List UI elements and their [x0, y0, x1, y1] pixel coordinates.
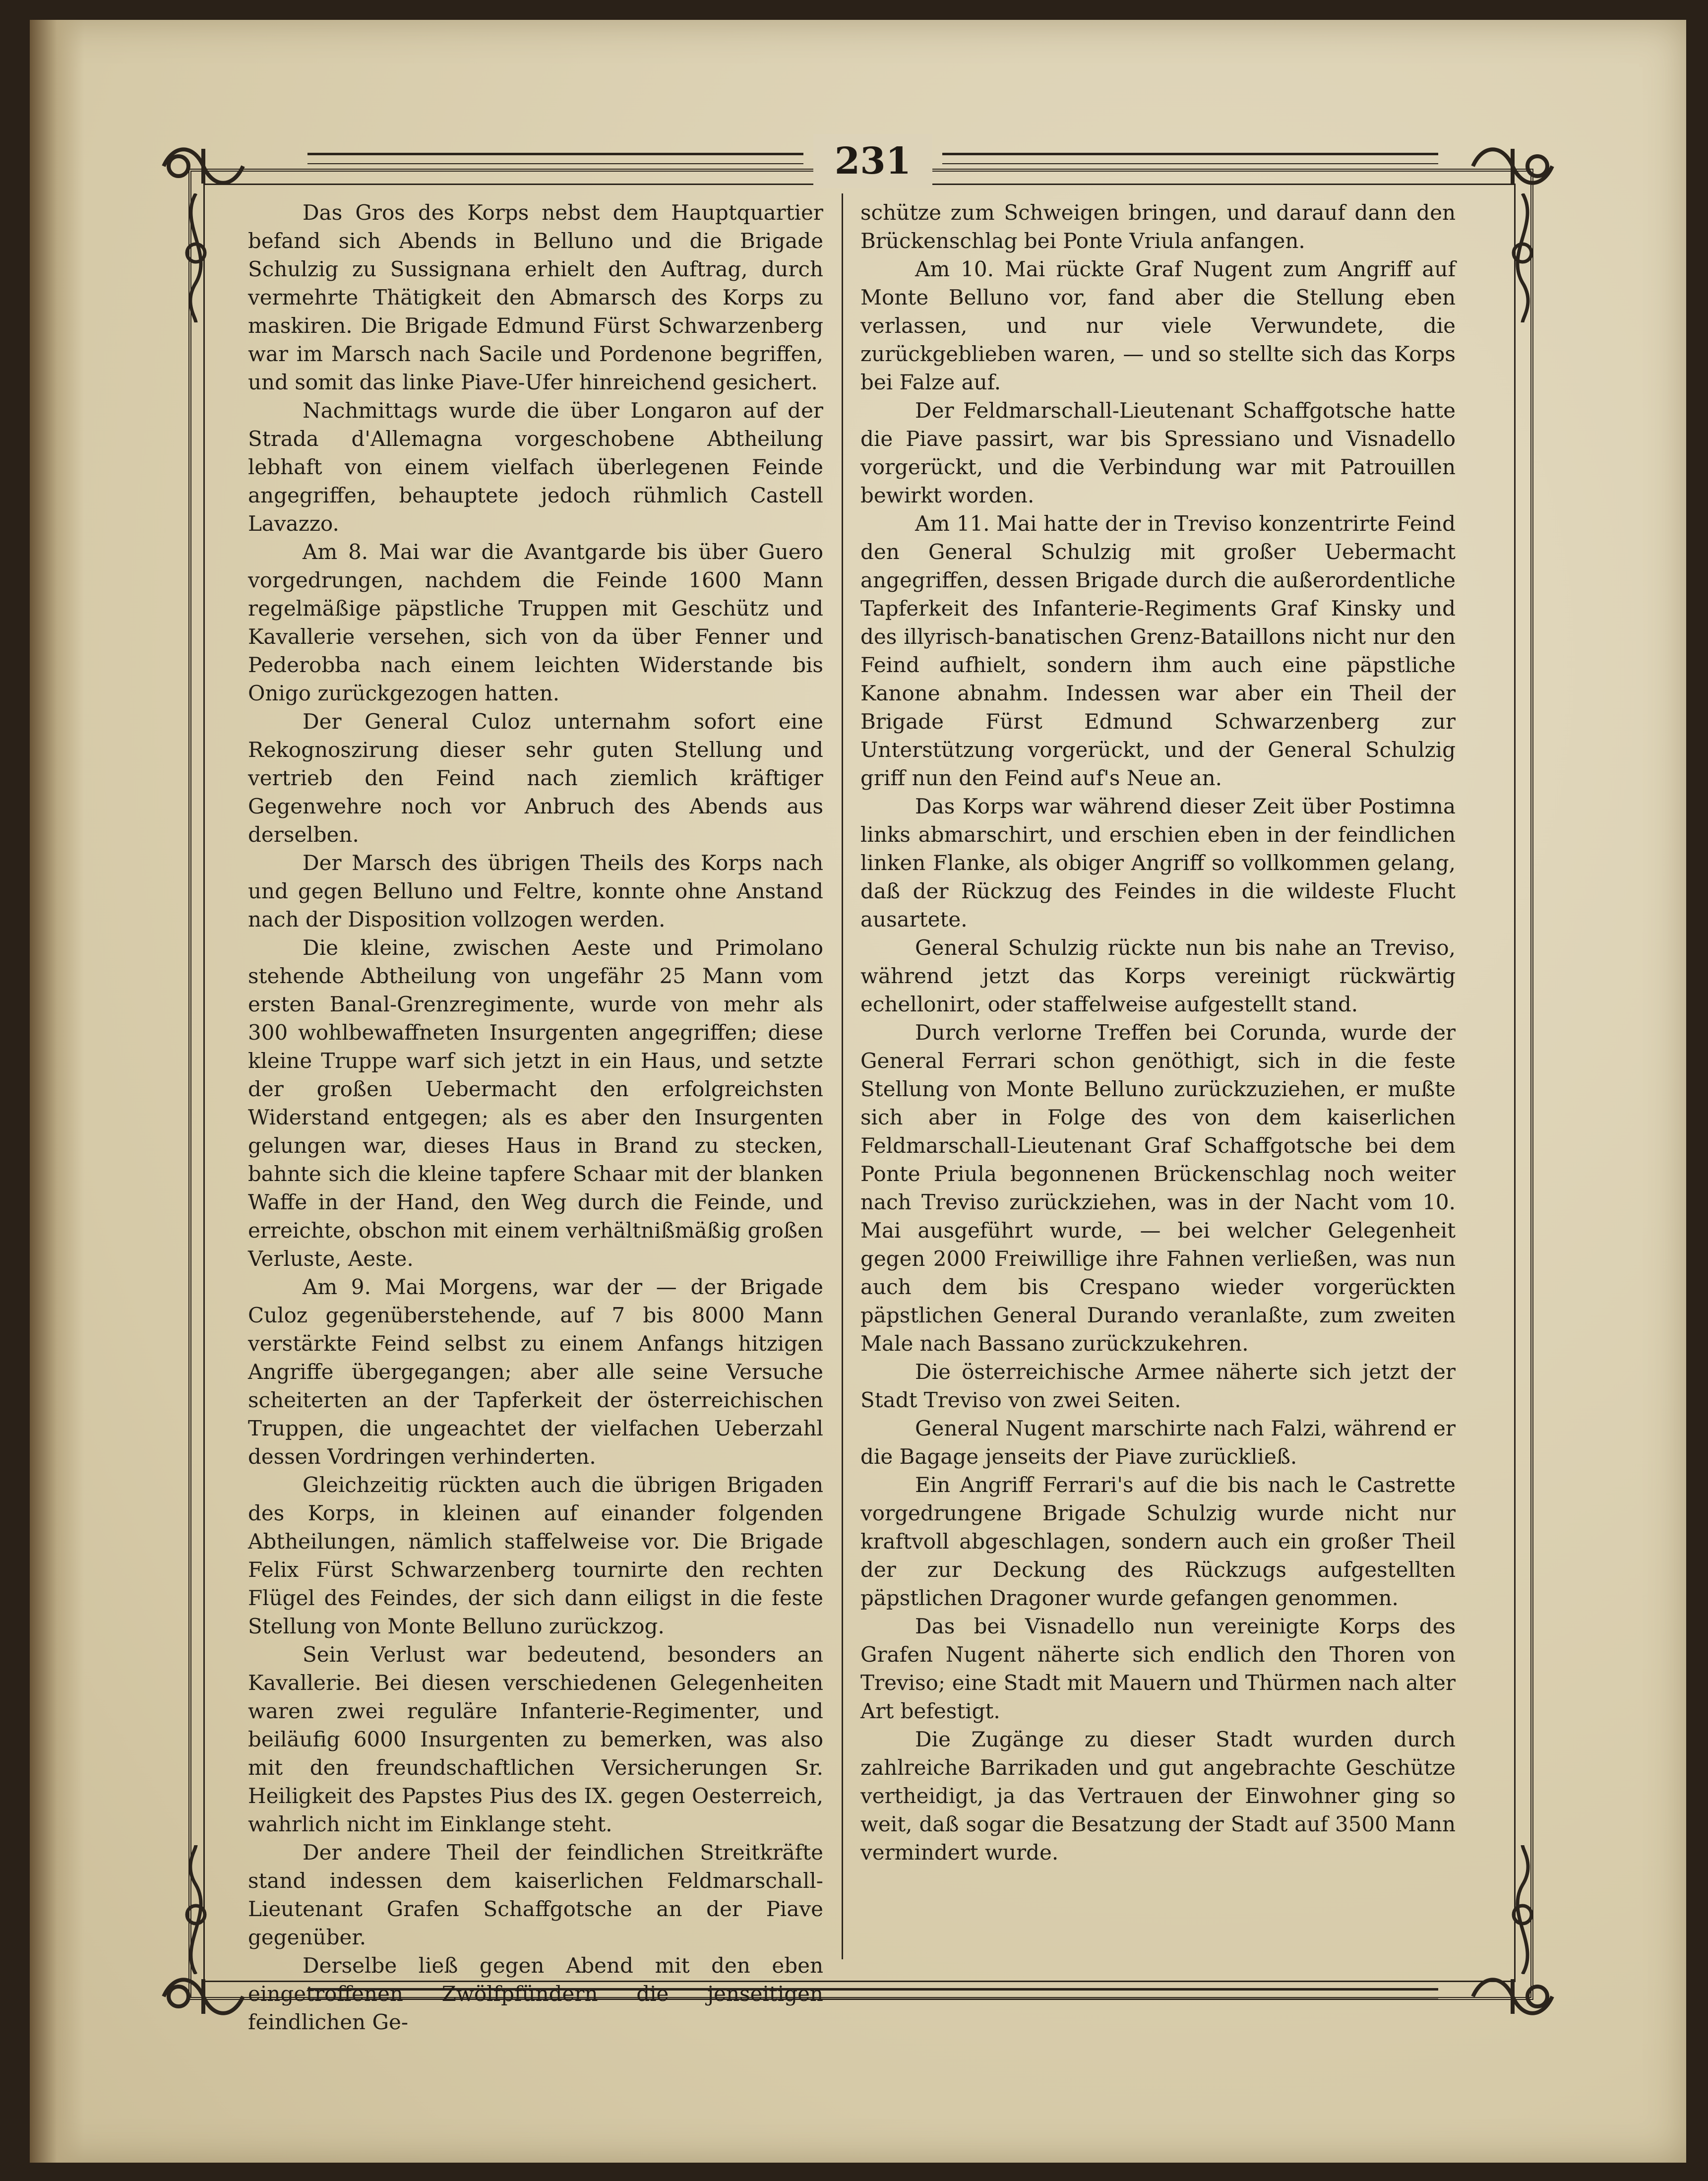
paragraph: Die österreichische Armee näherte sich jetzt der Stadt Treviso von zwei Seiten. — [860, 1360, 1456, 1412]
page-number: 231 — [813, 134, 932, 188]
side-ornament-icon — [174, 193, 218, 322]
paragraph: Das Korps war während dieser Zeit über Postimna links abmarschirt, und erschien eben in der feindlichen linken Flanke, als obiger Angriff so vollkommen gelang, daß der Rückzug des Feindes in die wildeste Flucht ausartete. — [860, 794, 1456, 932]
paragraph: Das bei Visnadello nun vereinigte Korps des Grafen Nugent näherte sich endlich den Thoren von Treviso; eine Stadt mit Mauern und Thürmen nach alter Art befestigt. — [860, 1614, 1456, 1723]
paragraph-continuation: schütze zum Schweigen bringen, und darauf dann den Brückenschlag bei Ponte Vriula anfangen. — [860, 200, 1456, 253]
header-rule-right — [942, 153, 1438, 164]
paragraph: Das Gros des Korps nebst dem Hauptquartier befand sich Abends in Belluno und die Brigade Schulzig zu Sussignana erhielt den Auftrag, durch vermehrte Thätigkeit den Abmarsch des Korps zu maskiren. Die Brigade Edmund Fürst Schwarzenberg war im Marsch nach Sacile und Pordenone begriffen, und somit das linke Piave-Ufer hinreichend gesichert. — [248, 200, 823, 394]
paragraph: Sein Verlust war bedeutend, besonders an Kavallerie. Bei diesen verschiedenen Gelegenheiten waren zwei reguläre Infanterie-Regimenter, und beiläufig 6000 Insurgenten zu bemerken, was also mit den freundschaftlichen Versicherungen Sr. Heiligkeit des Papstes Pius des IX. gegen Oesterreich, wahrlich nicht im Einklange steht. — [248, 1642, 823, 1836]
paragraph: Der andere Theil der feindlichen Streitkräfte stand indessen dem kaiserlichen Feldmarschall-Lieutenant Grafen Schaffgotsche an der Piave gegenüber. — [248, 1840, 823, 1949]
paragraph: Am 8. Mai war die Avantgarde bis über Guero vorgedrungen, nachdem die Feinde 1600 Mann regelmäßige päpstliche Truppen mit Geschütz und Kavallerie versehen, sich von da über Fenner und Pederobba nach einem leichten Widerstande bis Onigo zurückgezogen hatten. — [248, 540, 823, 705]
paragraph: Derselbe ließ gegen Abend mit den eben eingetroffenen Zwölfpfündern die jenseitigen feindlichen Ge- — [248, 1953, 823, 2034]
corner-ornament-icon — [159, 1969, 248, 2024]
paragraph: Am 11. Mai hatte der in Treviso konzentrirte Feind den General Schulzig mit großer Uebermacht angegriffen, dessen Brigade durch die außerordentliche Tapferkeit des Infanterie-Regiments Graf Kinsky und des illyrisch-banatischen Grenz-Bataillons nicht nur den Feind aufhielt, sondern ihm auch eine päpstliche Kanone abnahm. Indessen war aber ein Theil der Brigade Fürst Edmund Schwarzenberg zur Unterstützung vorgerückt, und der General Schulzig griff nun den Feind auf's Neue an. — [860, 511, 1456, 790]
paragraph: Die kleine, zwischen Aeste und Primolano stehende Abtheilung von ungefähr 25 Mann vom ersten Banal-Grenzregimente, wurde von mehr als 300 wohlbewaffneten Insurgenten angegriffen; diese kleine Truppe warf sich jetzt in ein Haus, und setzte der großen Uebermacht den erfolgreichsten Widerstand entgegen; als es aber den Insurgenten gelungen war, dieses Haus in Brand zu stecken, bahnte sich die kleine tapfere Schaar mit der blanken Waffe in der Hand, den Weg durch die Feinde, und erreichte, obschon mit einem verhältnißmäßig großen Verluste, Aeste. — [248, 935, 823, 1271]
book-spine-shadow — [30, 20, 84, 2163]
left-column — [248, 198, 823, 2034]
right-column — [860, 198, 1456, 1954]
corner-ornament-icon — [1468, 139, 1557, 193]
paragraph: Ein Angriff Ferrari's auf die bis nach le Castrette vorgedrungene Brigade Schulzig wurde nicht nur kraftvoll abgeschlagen, sondern auch ein großer Theil der zur Deckung des Rückzugs aufgestellten päpstlichen Dragoner wurde gefangen genommen. — [860, 1473, 1456, 1610]
corner-ornament-icon — [1468, 1969, 1557, 2024]
header-rule-left — [307, 153, 803, 164]
book-page — [30, 20, 1686, 2163]
paragraph: Der General Culoz unternahm sofort eine Rekognoszirung dieser sehr guten Stellung und vertrieb den Feind nach ziemlich kräftiger Gegenwehre noch vor Anbruch des Abends aus derselben. — [248, 709, 823, 847]
paragraph: Am 9. Mai Morgens, war der — der Brigade Culoz gegenüberstehende, auf 7 bis 8000 Mann verstärkte Feind selbst zu einem Anfangs hitzigen Angriffe übergegangen; aber alle seine Versuche scheiterten an der Tapferkeit der österreichischen Truppen, die ungeachtet der vielfachen Ueberzahl dessen Vordringen verhinderten. — [248, 1275, 823, 1469]
corner-ornament-icon — [159, 139, 248, 193]
column-divider — [842, 193, 843, 1959]
paragraph: Der Marsch des übrigen Theils des Korps nach und gegen Belluno und Feltre, konnte ohne Anstand nach der Disposition vollzogen werden. — [248, 851, 823, 932]
side-ornament-icon — [1500, 193, 1545, 322]
paragraph: Nachmittags wurde die über Longaron auf der Strada d'Allemagna vorgeschobene Abtheilung lebhaft von einem vielfach überlegenen Feinde angegriffen, behauptete jedoch rühmlich Castell Lavazzo. — [248, 398, 823, 536]
side-ornament-icon — [1500, 1845, 1545, 1974]
paragraph: General Schulzig rückte nun bis nahe an Treviso, während jetzt das Korps vereinigt rückwärtig echellonirt, oder staffelweise aufgestellt stand. — [860, 935, 1456, 1016]
paragraph: General Nugent marschirte nach Falzi, während er die Bagage jenseits der Piave zurückließ. — [860, 1416, 1456, 1469]
paragraph: Durch verlorne Treffen bei Corunda, wurde der General Ferrari schon genöthigt, sich in die feste Stellung von Monte Belluno zurückzuziehen, er mußte sich aber in Folge des von dem kaiserlichen Feldmarschall-Lieutenant Graf Schaffgotsche bei dem Ponte Priula begonnenen Brückenschlag noch weiter nach Treviso zurückziehen, was in der Nacht vom 10. Mai ausgeführt wurde, — bei welcher Gelegenheit gegen 2000 Freiwillige ihre Fahnen verließen, was nun auch dem bis Crespano wieder vorgerückten päpstlichen General Durando veranlaßte, zum zweiten Male nach Bassano zurückzukehren. — [860, 1020, 1456, 1356]
side-ornament-icon — [174, 1845, 218, 1974]
paragraph: Die Zugänge zu dieser Stadt wurden durch zahlreiche Barrikaden und gut angebrachte Geschütze vertheidigt, ja das Vertrauen der Einwohner ging so weit, daß sogar die Besatzung der Stadt auf 3500 Mann vermindert wurde. — [860, 1727, 1456, 1865]
paragraph: Am 10. Mai rückte Graf Nugent zum Angriff auf Monte Belluno vor, fand aber die Stellung eben verlassen, und nur viele Verwundete, die zurückgeblieben waren, — und so stellte sich das Korps bei Falze auf. — [860, 257, 1456, 394]
paragraph: Gleichzeitig rückten auch die übrigen Brigaden des Korps, in kleinen auf einander folgenden Abtheilungen, nämlich staffelweise vor. Die Brigade Felix Fürst Schwarzenberg tournirte den rechten Flügel des Feindes, der sich dann eiligst in die feste Stellung von Monte Belluno zurückzog. — [248, 1473, 823, 1638]
paragraph: Der Feldmarschall-Lieutenant Schaffgotsche hatte die Piave passirt, war bis Spressiano und Visnadello vorgerückt, und die Verbindung war mit Patrouillen bewirkt worden. — [860, 398, 1456, 507]
